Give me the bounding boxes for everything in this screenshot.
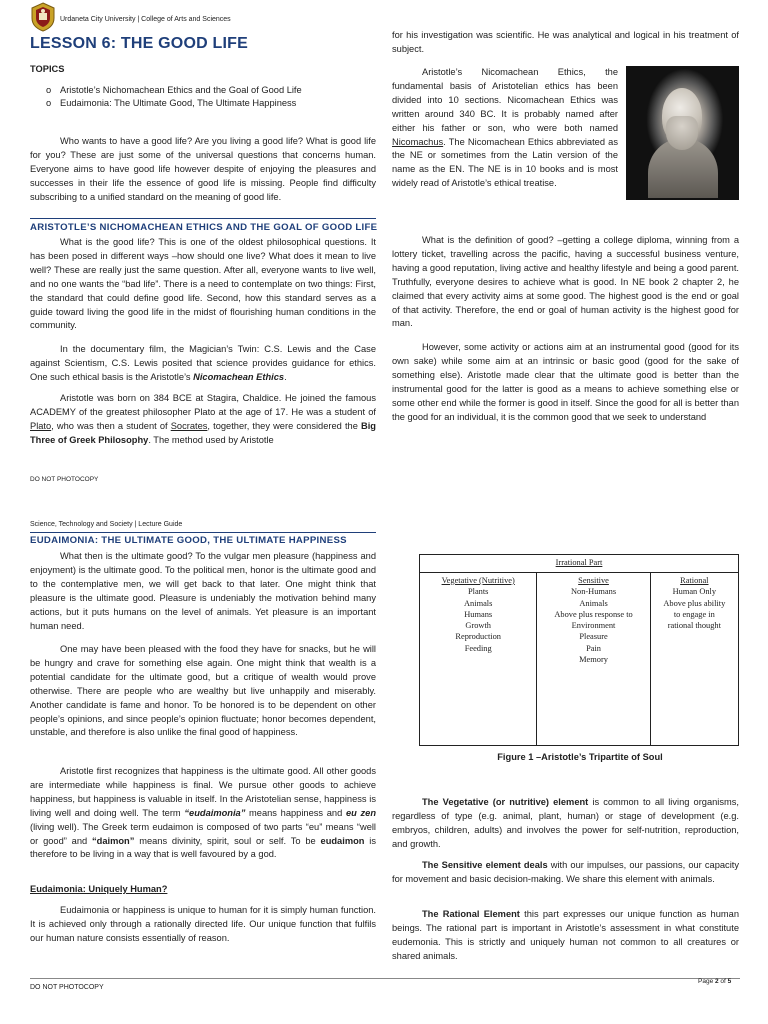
topic-item-1: o Aristotle’s Nichomachean Ethics and the Goal of Good Life — [46, 85, 302, 95]
institution-header: Urdaneta City University | College of Arts and Sciences — [60, 16, 231, 23]
page-number: Page 2 of 5 — [698, 978, 732, 985]
sensitive-header: Sensitive — [578, 576, 609, 585]
footer-divider — [30, 978, 740, 979]
section2-paragraph-3: Aristotle first recognizes that happiness is the ultimate good. All other goods are intermediate while happiness is final. We pursue other goods to achieve happiness, but happiness is valuable in itself. In the Aristotelian sense, happiness is living well and doing well. The term “eudaimonia” means happiness and eu zen (living well). The Greek term eudaimon is composed of two parts “eu” means “well or good” and “daimon” means divinity, spirit, soul or self. To be eudaimon is therefore to be living in a way that is well favoured by a god. — [30, 766, 376, 860]
footer-notice-1: DO NOT PHOTOCOPY — [30, 476, 99, 483]
vegetative-paragraph: The Vegetative (or nutritive) element is common to all living organisms, regardless of type (e.g. animal, plant, human) or stage of development (e.g. embryos, children, adults) and involves the power for self-nutrition, reproduction, and growth. — [392, 797, 739, 849]
plato-link[interactable]: Plato — [30, 420, 52, 431]
vegetative-column: Vegetative (Nutritive) Plants Animals Humans Growth Reproduction Feeding — [420, 573, 537, 746]
vegetative-header: Vegetative (Nutritive) — [441, 576, 515, 585]
sensitive-column: Sensitive Non-Humans Animals Above plus response to Environment Pleasure Pain Memory — [537, 573, 650, 746]
section2-title: EUDAIMONIA: THE ULTIMATE GOOD, THE ULTIMATE HAPPINESS — [30, 535, 347, 546]
nicomachean-ethics-paragraph: Aristotle’s Nicomachean Ethics, the fundamental basis of Aristotelian ethics has been divided into 10 sections. Nicomachean Ethics was written around 340 BC. It is probably named after either his father or son, who were both named Nicomachus. The Nicomachean Ethics abbreviated as the NE or sometimes from the Latin version of the name as the EN. The NE is in 10 books and is most widely read of Aristotle’s ethical treatise. — [392, 67, 618, 189]
bullet-circle-icon: o — [46, 98, 52, 108]
eudaimonia-subheading: Eudaimonia: Uniquely Human? — [30, 884, 168, 894]
lesson-title: LESSON 6: THE GOOD LIFE — [30, 35, 248, 52]
section-divider — [30, 532, 376, 533]
tripartite-soul-table — [419, 554, 739, 746]
definition-of-good-paragraph: What is the definition of good? –getting a college diploma, winning from a lottery ticket, travelling across the pacific, having a successful business venture, having a good reputation, living active and healthy lifestyle and being a good parent. Truthfully, everyone desires to achieve what is good. In NE book 2 chapter 2, he claimed that every activity aims at some good. The highest good is the end or goal of that activity. Therefore, the end or goal of human activity is the highest good for man. — [392, 235, 739, 329]
socrates-link[interactable]: Socrates — [170, 420, 208, 431]
bullet-circle-icon: o — [46, 85, 52, 95]
sensitive-paragraph: The Sensitive element deals with our impulses, our passions, our capacity for movement and basic decision-making. We share this element with animals. — [392, 860, 739, 884]
topic-item-2: o Eudaimonia: The Ultimate Good, The Ultimate Happiness — [46, 98, 297, 108]
section2-paragraph-1: What then is the ultimate good? To the vulgar men pleasure (happiness and enjoyment) is the ultimate good. To the political men, honor is the ultimate good and to the contemplative men, we will get back to that later. One might think that pleasure is the ultimate good. Pleasure is undeniably the motivation behind many actions, but it puts humans on the level of animals. Yet pleasure is an important human need. — [30, 551, 376, 631]
section1-title: ARISTOTLE’S NICHOMACHEAN ETHICS AND THE GOAL OF GOOD LIFE — [30, 222, 378, 233]
section2-paragraph-2: One may have been pleased with the food they have for snacks, but he will be hungry and crave for something else again. One might think that wealth is a potential candidate for the ultimate good, but a critique of wealth would prove otherwise. There are people who are wealthy but live unhappily and miserably. Another candidate is fame and honor. To be honored is to be dependent on other people’s opinions, and since people’s opinion fluctuate; honor becomes dependent, unstable, and therefore is also unlike the final good of happiness. — [30, 644, 376, 738]
intro-paragraph: Who wants to have a good life? Are you living a good life? What is good life for you? These are just some of the universal questions that concerns human. Everyone aims to have good life however despite of enjoying the pleasures and successes in their life the essence of good life is missing. People find difficulty subscribing to a unified standard on the meaning of good life. — [30, 136, 376, 202]
method-continuation: for his investigation was scientific. He was analytical and logical in his treatment of subject. — [392, 30, 739, 54]
rational-paragraph: The Rational Element this part expresses our unique function as human beings. The rational part is important in Aristotle’s assessment in what constitute eudemonia. This is strictly and uniquely human not common to all creatures or shared animals. — [392, 909, 739, 961]
rational-header: Rational — [680, 576, 709, 585]
rational-column: Rational Human Only Above plus ability to engage in rational thought — [650, 573, 738, 746]
table-title-cell: Irrational Part — [420, 555, 739, 573]
nicomachus-link[interactable]: Nicomachus — [392, 136, 444, 147]
university-logo — [30, 2, 56, 32]
figure-caption: Figure 1 –Aristotle’s Tripartite of Soul — [497, 752, 663, 762]
section1-paragraph-3: Aristotle was born on 384 BCE at Stagira, Chaldice. He joined the famous ACADEMY of the greatest philosopher Plato at the age of 17. He was a student of Plato, who was then a student of Socrates, together, they were considered the Big Three of Greek Philosophy. The method used by Aristotle — [30, 393, 376, 445]
topics-label: TOPICS — [30, 64, 65, 74]
aristotle-portrait-image — [626, 66, 739, 200]
section1-paragraph-2: In the documentary film, the Magician’s Twin: C.S. Lewis and the Case against Scientism, C.S. Lewis posited that science provides guidance for ethics. One such ethical basis is the Aristotle’s Nicomachean Ethics. — [30, 344, 376, 382]
course-header: Science, Technology and Society | Lecture Guide — [30, 521, 183, 528]
footer-notice-2: DO NOT PHOTOCOPY — [30, 984, 104, 991]
section1-paragraph-1: What is the good life? This is one of the oldest philosophical questions. It has been posed in different ways –how should one live? What does it mean to live well? These are really just the same question. After all, everyone wants to live well, and no one wants the “bad life”. There is a need to contemplate on two things: First, the standard that could define good life. Second, how this standard serves as a guide toward living the good life in the midst of flourishing human conditions in the community. — [30, 237, 376, 331]
section-divider — [30, 218, 376, 219]
section2-paragraph-4: Eudaimonia or happiness is unique to human for it is simply human function. It is achieved only through a rationally directed life. Our unique function that fulfils our human nature consists essentially of reason. — [30, 905, 376, 943]
instrumental-good-paragraph: However, some activity or actions aim at an instrumental good (good for its own sake) while some aim at an intrinsic or basic good (good for the sake of something else). Aristotle made clear that the ultimate good is better than the instrumental good for the latter is good as a means to achieve something else or some other end while the former is good in itself. Since the good for all is better than the good for an individual, it is the common good that we seek to understand — [392, 342, 739, 422]
